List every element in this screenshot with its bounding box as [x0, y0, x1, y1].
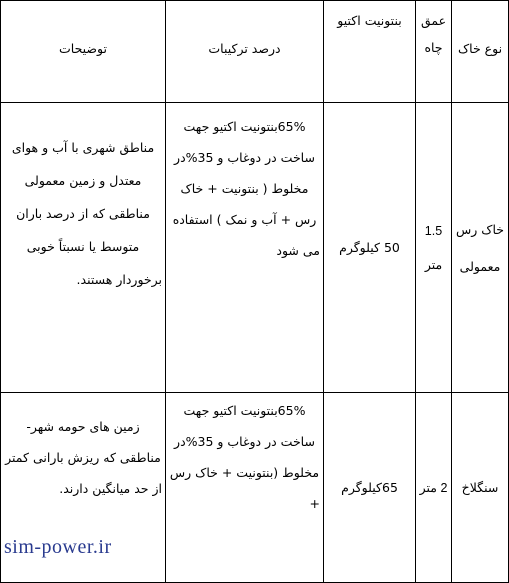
header-bentonite: بنتونیت اکتیو — [324, 1, 416, 103]
cell-description: زمین های حومه شهر- مناطقی که ریزش بارانی کمتر از حد میانگین دارند. — [1, 393, 166, 583]
header-soil-type: نوع خاک — [452, 1, 509, 103]
cell-bentonite: 50 کیلوگرم — [324, 103, 416, 393]
table-row — [1, 103, 509, 393]
cell-composition: 65%بنتونیت اکتیو جهت ساخت در دوغاب و 35%در مخلوط (بنتونیت + خاک رس + — [166, 393, 324, 583]
cell-well-depth: 1.5 متر — [416, 103, 452, 393]
cell-bentonite: 65کیلوگرم — [324, 393, 416, 583]
cell-well-depth: 2 متر — [416, 393, 452, 583]
header-well-depth: عمق چاه — [416, 1, 452, 103]
site-watermark: sim-power.ir — [4, 536, 112, 558]
cell-description: مناطق شهری با آب و هوای معتدل و زمین معمولی مناطقی که از درصد باران متوسط یا نسبتاً خوبی برخوردار هستند. — [1, 103, 166, 393]
header-composition: درصد ترکیبات — [166, 1, 324, 103]
cell-composition: 65%بنتونیت اکتیو جهت ساخت در دوغاب و 35%در مخلوط ( بنتونیت + خاک رس + آب و نمک ) استفاده می شود — [166, 103, 324, 393]
cell-soil-type: سنگلاخ — [452, 393, 509, 583]
header-description: توضیحات — [1, 1, 166, 103]
table-header-row — [1, 1, 509, 103]
cell-soil-type: خاک رس معمولی — [452, 103, 509, 393]
